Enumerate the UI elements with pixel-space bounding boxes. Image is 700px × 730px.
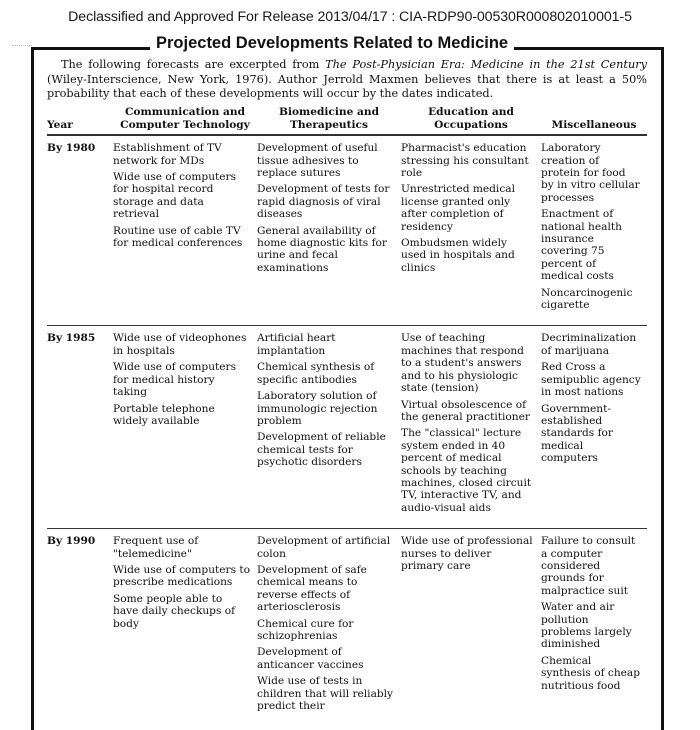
column-header-misc: Miscellaneous [541, 106, 647, 135]
list-item: Use of teaching machines that respond to a student's answers and to his physiologic state (tension) [401, 332, 524, 395]
list-item: Enactment of national health insurance covering 75 percent of medical costs [541, 208, 622, 283]
list-item: Development of artificial colon [257, 535, 391, 560]
scan-artifact-dash [12, 45, 32, 47]
list-item: Frequent use of "telemedicine" [113, 535, 199, 560]
list-item: Laboratory solution of immunologic rejection problem [257, 390, 378, 427]
column-header-education [401, 106, 541, 135]
column-header-communication [113, 106, 257, 135]
declassification-header: Declassified and Approved For Release 2013/04/17 : CIA-RDP90-00530R000802010001-5 [68, 9, 632, 25]
year-cell: By 1990 [47, 529, 113, 727]
year-cell: By 1980 [47, 142, 96, 155]
list-item: General availability of home diagnostic kits for urine and fecal examinations [257, 224, 387, 274]
intro-paragraph [47, 58, 647, 102]
list-item: Portable telephone widely available [113, 402, 215, 427]
misc-cell [541, 135, 647, 326]
list-item: Unrestricted medical license granted only after completion of residency [401, 183, 515, 233]
list-item: Noncarcinogenic cigarette [541, 286, 633, 312]
column-header-year: Year [47, 106, 113, 135]
list-item: Decriminalization of marijuana [541, 332, 637, 357]
article-title: Projected Developments Related to Medicine [150, 34, 514, 53]
list-item: Development of anticancer vaccines [257, 646, 364, 671]
book-title: The Post-Physician Era: Medicine in the 21st Century [325, 58, 647, 71]
list-item: Government-established standards for medical computers [541, 402, 613, 465]
misc-cell [541, 326, 647, 529]
biomedicine-cell [257, 326, 401, 529]
column-header-biomedicine [257, 106, 401, 135]
table-header-row [47, 106, 647, 135]
projected-developments-table [47, 106, 647, 726]
table-row-1980 [47, 135, 647, 326]
communication-cell [113, 326, 257, 529]
list-item: Establishment of TV network for MDs [113, 142, 222, 167]
list-item: Some people able to have daily checkups of body [113, 592, 236, 630]
list-item: Ombudsmen widely used in hospitals and clinics [401, 237, 515, 274]
list-item: Chemical cure for schizophrenias [257, 617, 354, 642]
list-item: Artificial heart implantation [257, 332, 336, 357]
list-item: Wide use of videophones in hospitals [113, 332, 247, 357]
list-item: Routine use of cable TV for medical conferences [113, 224, 243, 250]
list-item: Pharmacist's education stressing his consultant role [401, 142, 529, 179]
intro-lead: The following forecasts are excerpted from [61, 58, 326, 71]
list-item: Laboratory creation of protein for food by in vitro cellular processes [541, 142, 640, 204]
year-cell: By 1985 [47, 326, 113, 529]
list-item: Water and air pollution problems largely diminished [541, 601, 632, 651]
education-cell [401, 135, 541, 326]
list-item: Wide use of computers to prescribe medications [113, 563, 251, 589]
list-item: Wide use of computers for medical history taking [113, 361, 237, 399]
biomedicine-cell [257, 135, 401, 326]
education-cell [401, 326, 541, 529]
list-item: Virtual obsolescence of the general practitioner [401, 398, 530, 423]
list-item: Wide use of computers for hospital record storage and data retrieval [113, 171, 237, 221]
list-item: Development of useful tissue adhesives to replace sutures [257, 142, 378, 179]
list-item: Red Cross a semipublic agency in most nations [541, 361, 641, 399]
table-row-1985 [47, 326, 647, 529]
list-item: Failure to consult a computer considered grounds for malpractice suit [541, 535, 636, 597]
list-item: Development of tests for rapid diagnosis of viral diseases [257, 183, 390, 221]
list-item: Chemical synthesis of cheap nutritious food [541, 654, 641, 692]
list-item: Chemical synthesis of specific antibodies [257, 361, 375, 386]
list-item: Wide use of professional nurses to deliver primary care [401, 535, 533, 572]
column-header-education-label: Education and Occupations [428, 106, 514, 131]
intro-rest: (Wiley-Interscience, New York, 1976). Author Jerrold Maxmen believes that there is at least a 50% probability that each of these developments will occur by the dates indicated. [47, 72, 647, 100]
list-item: Wide use of tests in children that will reliably predict their [257, 675, 394, 713]
list-item: The "classical" lecture system ended in 40 percent of medical schools by teaching machines, closed circuit TV, interactive TV, and audio-visual aids [401, 427, 532, 514]
list-item: Development of reliable chemical tests for psychotic disorders [257, 431, 386, 469]
column-header-biomedicine-label: Biomedicine and Therapeutics [278, 106, 379, 131]
list-item: Development of safe chemical means to reverse effects of arteriosclerosis [257, 563, 367, 614]
communication-cell [113, 135, 257, 326]
column-header-communication-label: Communication and Computer Technology [120, 106, 250, 131]
